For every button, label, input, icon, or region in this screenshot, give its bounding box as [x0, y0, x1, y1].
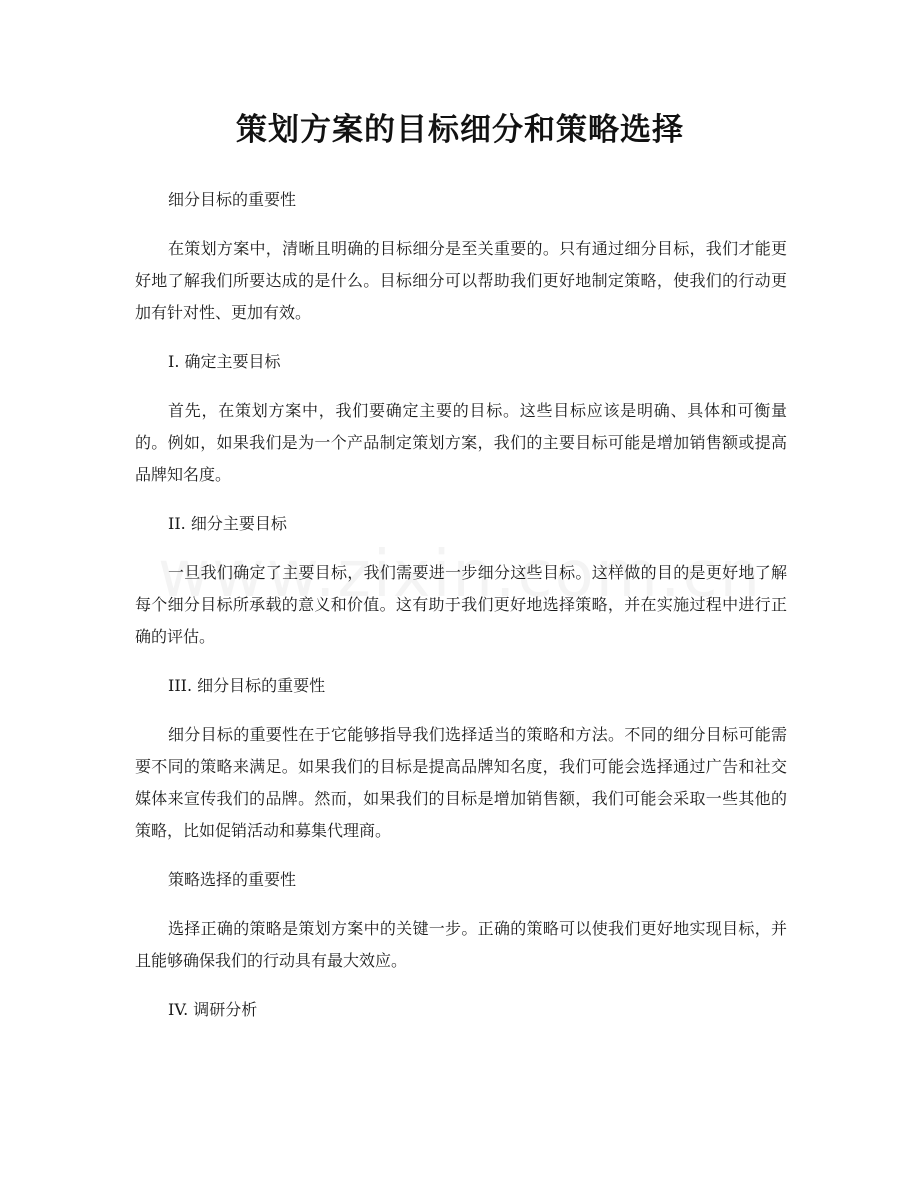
- body-paragraph: 选择正确的策略是策划方案中的关键一步。正确的策略可以使我们更好地实现目标，并且能够确保我们的行动具有最大效应。: [135, 919, 787, 970]
- section-heading: IV. 调研分析: [168, 1000, 258, 1019]
- body-paragraph: 首先，在策划方案中，我们要确定主要的目标。这些目标应该是明确、具体和可衡量的。例如，如果我们是为一个产品制定策划方案，我们的主要目标可能是增加销售额或提高品牌知名度。: [135, 401, 787, 484]
- section-heading: 细分目标的重要性: [168, 190, 297, 209]
- document-body: [135, 184, 787, 1043]
- section-heading: 策略选择的重要性: [168, 870, 297, 889]
- body-paragraph: 细分目标的重要性在于它能够指导我们选择适当的策略和方法。不同的细分目标可能需要不同的策略来满足。如果我们的目标是提高品牌知名度，我们可能会选择通过广告和社交媒体来宣传我们的品牌。然而，如果我们的目标是增加销售额，我们可能会采取一些其他的策略，比如促销活动和募集代理商。: [135, 725, 787, 840]
- document-title: 策划方案的目标细分和策略选择: [236, 112, 684, 148]
- body-paragraph: 在策划方案中，清晰且明确的目标细分是至关重要的。只有通过细分目标，我们才能更好地了解我们所要达成的是什么。目标细分可以帮助我们更好地制定策略，使我们的行动更加有针对性、更加有效。: [135, 239, 787, 322]
- section-heading: II. 细分主要目标: [168, 514, 287, 533]
- section-heading: III. 细分目标的重要性: [168, 676, 326, 695]
- section-heading: I. 确定主要目标: [168, 352, 281, 371]
- body-paragraph: 一旦我们确定了主要目标，我们需要进一步细分这些目标。这样做的目的是更好地了解每个细分目标所承载的意义和价值。这有助于我们更好地选择策略，并在实施过程中进行正确的评估。: [135, 563, 787, 646]
